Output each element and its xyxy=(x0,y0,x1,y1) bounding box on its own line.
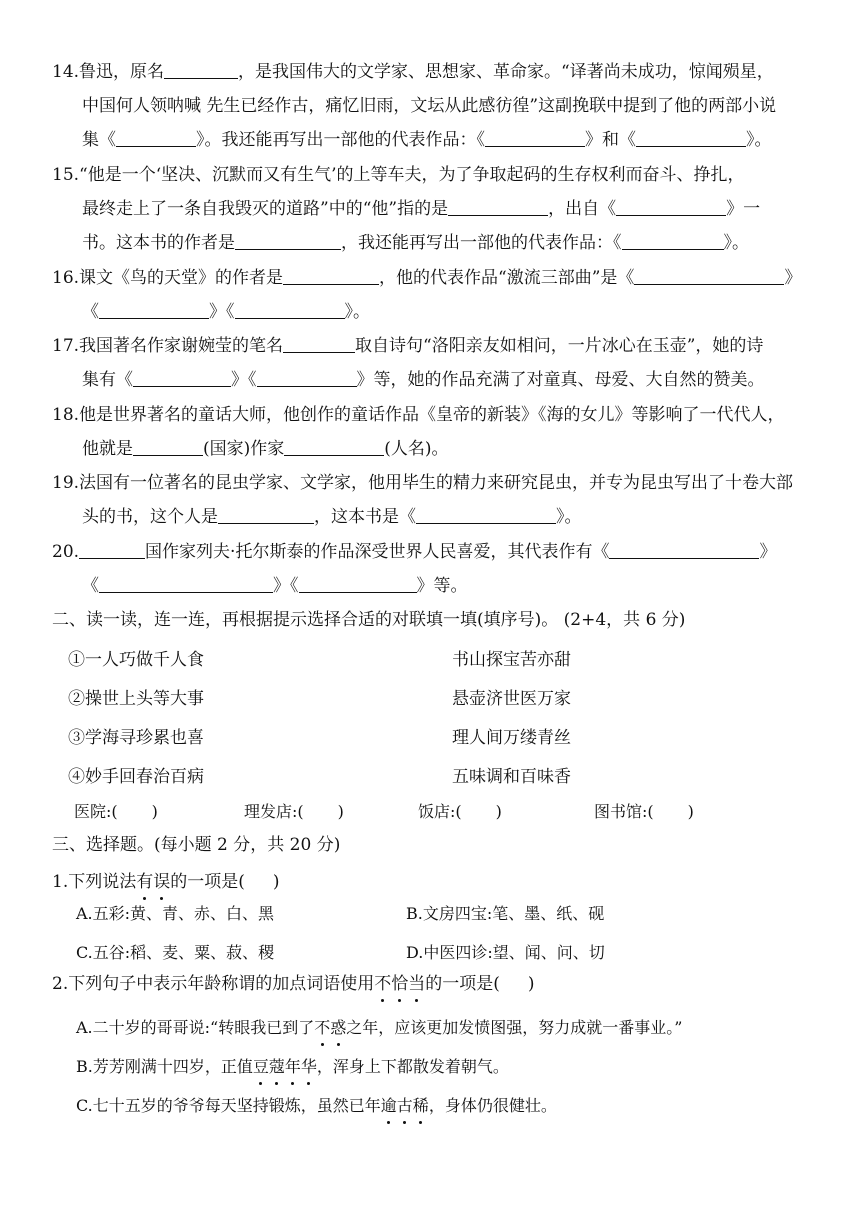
q14-line3 xyxy=(82,128,772,152)
couplet-right-4[interactable] xyxy=(452,765,571,789)
q15-line1 xyxy=(52,163,745,187)
text: 》一 xyxy=(726,199,761,219)
q20-line1 xyxy=(52,540,776,564)
couplet-right-2[interactable] xyxy=(452,687,571,711)
text: 14.鲁迅，原名 xyxy=(52,62,165,82)
q18-line2 xyxy=(82,437,449,461)
q15-line3 xyxy=(82,231,749,255)
q18-line1 xyxy=(52,403,785,427)
text: C.五谷:稻、麦、粟、菽、稷 xyxy=(76,943,275,962)
text: B.芳芳刚满十四岁，正值 xyxy=(76,1057,253,1076)
text: 》。 xyxy=(344,302,370,322)
text: 中国何人领呐喊 先生已经作古，痛忆旧雨，文坛从此感彷徨”这副挽联中提到了他的两部小说 xyxy=(82,96,777,116)
fill-library[interactable] xyxy=(594,800,694,824)
text: 》和《 xyxy=(585,130,636,150)
answer-blank[interactable] xyxy=(218,505,314,524)
text: 》 xyxy=(759,542,777,562)
text: ) xyxy=(151,802,158,821)
text: 的一项是( xyxy=(170,872,245,892)
emphasis-char: 误 xyxy=(153,872,171,892)
text: 1.下列说法 xyxy=(52,872,137,892)
emphasis-char: 当 xyxy=(408,974,426,994)
text: 2.下列句子中表示年龄称谓的加点词语使用 xyxy=(52,974,375,994)
answer-blank[interactable] xyxy=(609,540,759,559)
answer-blank[interactable] xyxy=(616,197,726,216)
text: 他就是 xyxy=(82,439,133,459)
text: (国家)作家 xyxy=(203,439,285,459)
text: 》等。 xyxy=(416,576,468,596)
couplet-left-1[interactable] xyxy=(68,648,204,672)
text: ①一人巧做千人食 xyxy=(68,650,204,670)
emphasis-char: 豆 xyxy=(253,1055,269,1079)
q17-line1 xyxy=(52,334,763,358)
text: 理发店:( xyxy=(244,802,304,821)
q16-line1 xyxy=(52,266,801,290)
q16-line2 xyxy=(82,300,370,324)
mcq2-option-a[interactable] xyxy=(76,1016,682,1040)
text: 《 xyxy=(82,576,99,596)
answer-blank[interactable] xyxy=(235,300,345,319)
text: 饭店:( xyxy=(418,802,462,821)
text: ，是我国伟大的文学家、思想家、革命家。“译著尚未成功，惊闻殒星， xyxy=(238,62,774,82)
mcq1-option-a[interactable] xyxy=(76,902,274,926)
text: 》。我还能再写出一部他的代表作品：《 xyxy=(196,130,485,150)
text: C.七十五岁的爷爷每天坚持锻炼，虽然已年 xyxy=(76,1096,381,1115)
fill-barbershop[interactable] xyxy=(244,800,344,824)
text: 书。这本书的作者是 xyxy=(82,233,235,253)
text: 悬壶济世医万家 xyxy=(452,689,571,709)
answer-blank[interactable] xyxy=(99,574,273,593)
section3-heading xyxy=(52,833,340,857)
emphasis-char: 有 xyxy=(136,872,154,892)
text: ) xyxy=(495,802,502,821)
text: ，身体仍很健壮。 xyxy=(428,1096,557,1115)
text: A.五彩:黄、青、赤、白、黑 xyxy=(76,904,275,923)
emphasis-char: 不 xyxy=(374,974,392,994)
answer-blank[interactable] xyxy=(416,505,556,524)
text: 18.他是世界著名的童话大师，他创作的童话作品《皇帝的新装》《海的女儿》等影响了一代代人， xyxy=(52,405,785,425)
emphasis-char: 蔻 xyxy=(269,1055,285,1079)
couplet-left-2[interactable] xyxy=(68,687,204,711)
mcq2-option-c[interactable] xyxy=(76,1094,557,1118)
text: ，他的代表作品“激流三部曲”是《 xyxy=(379,268,635,288)
answer-blank[interactable] xyxy=(284,437,384,456)
emphasis-char: 恰 xyxy=(391,974,409,994)
section2-heading xyxy=(52,608,685,632)
emphasis-char: 不 xyxy=(314,1016,330,1040)
text: 》《 xyxy=(273,576,299,596)
text: 》 xyxy=(784,268,802,288)
text: 集有《 xyxy=(82,370,133,390)
answer-blank[interactable] xyxy=(133,437,203,456)
text: 15.“他是一个‘坚决、沉默而又有生气’的上等车夫，为了争取起码的生存权利而奋斗、挣扎， xyxy=(52,165,745,185)
couplet-right-1[interactable] xyxy=(452,648,571,672)
mcq1-option-d[interactable] xyxy=(406,941,605,965)
text: (人名)。 xyxy=(384,439,449,459)
mcq1-option-c[interactable] xyxy=(76,941,274,965)
text: ，我还能再写出一部他的代表作品：《 xyxy=(341,233,622,253)
answer-blank[interactable] xyxy=(257,368,357,387)
emphasis-char: 年 xyxy=(285,1055,301,1079)
text: 的一项是( xyxy=(425,974,500,994)
text: A.二十岁的哥哥说:“转眼我已到了 xyxy=(76,1018,315,1037)
text: ④妙手回春治百病 xyxy=(68,767,204,787)
text: 》《 xyxy=(209,302,235,322)
answer-blank[interactable] xyxy=(116,128,196,147)
text: 17.我国著名作家谢婉莹的笔名 xyxy=(52,336,284,356)
mcq1-stem xyxy=(52,870,280,894)
text: 16.课文《鸟的天堂》的作者是 xyxy=(52,268,284,288)
text: ) xyxy=(527,974,535,994)
q19-line2 xyxy=(82,505,582,529)
text: ) xyxy=(272,872,280,892)
couplet-left-3[interactable] xyxy=(68,726,204,750)
mcq2-option-b[interactable] xyxy=(76,1055,509,1079)
text: 书山探宝苦亦甜 xyxy=(452,650,571,670)
answer-blank[interactable] xyxy=(634,266,784,285)
text: D.中医四诊:望、闻、问、切 xyxy=(406,943,605,962)
text: 二、读一读，连一连，再根据提示选择合适的对联填一填(填序号)。 (2+4，共 6 分) xyxy=(52,610,686,630)
emphasis-char: 稀 xyxy=(413,1094,429,1118)
q19-line1 xyxy=(52,471,793,495)
text: 20. xyxy=(52,542,80,562)
q17-line2 xyxy=(82,368,765,392)
text: 最终走上了一条自我毁灭的道路”中的“他”指的是 xyxy=(82,199,449,219)
text: 理人间万缕青丝 xyxy=(452,728,571,748)
text: 五味调和百味香 xyxy=(452,767,571,787)
fill-hospital[interactable] xyxy=(74,800,158,824)
couplet-right-3[interactable] xyxy=(452,726,571,750)
q14-line2 xyxy=(82,94,776,118)
text: 19.法国有一位著名的昆虫学家、文学家，他用毕生的精力来研究昆虫，并专为昆虫写出了十卷大部 xyxy=(52,473,794,493)
text: 》。 xyxy=(556,507,582,527)
answer-blank[interactable] xyxy=(485,128,585,147)
q20-line2 xyxy=(82,574,468,598)
answer-blank[interactable] xyxy=(299,574,417,593)
answer-blank[interactable] xyxy=(235,231,341,250)
answer-blank[interactable] xyxy=(636,128,746,147)
text: 集《 xyxy=(82,130,116,150)
answer-blank[interactable] xyxy=(164,60,238,79)
text: 国作家列夫·托尔斯泰的作品深受世界人民喜爱，其代表作有《 xyxy=(145,542,610,562)
answer-blank[interactable] xyxy=(283,334,355,353)
q15-line2 xyxy=(82,197,760,221)
text: 》等，她的作品充满了对童真、母爱、大自然的赞美。 xyxy=(356,370,765,390)
text: ) xyxy=(337,802,344,821)
answer-blank[interactable] xyxy=(99,300,209,319)
emphasis-char: 逾 xyxy=(381,1094,397,1118)
answer-blank[interactable] xyxy=(448,197,548,216)
text: ③学海寻珍累也喜 xyxy=(68,728,204,748)
text: ，这本书是《 xyxy=(314,507,416,527)
text: 》《 xyxy=(231,370,257,390)
emphasis-char: 华 xyxy=(301,1055,317,1079)
text: ) xyxy=(687,802,694,821)
text: 《 xyxy=(82,302,99,322)
text: 三、选择题。(每小题 2 分，共 20 分) xyxy=(52,835,341,855)
text: 取自诗句“洛阳亲友如相问，一片冰心在玉壶”，她的诗 xyxy=(355,336,764,356)
answer-blank[interactable] xyxy=(622,231,724,250)
answer-blank[interactable] xyxy=(283,266,379,285)
emphasis-char: 惑 xyxy=(330,1016,346,1040)
text: B.文房四宝:笔、墨、纸、砚 xyxy=(406,904,605,923)
emphasis-char: 古 xyxy=(397,1094,413,1118)
mcq2-stem xyxy=(52,972,535,996)
text: ，出自《 xyxy=(548,199,617,219)
couplet-left-4[interactable] xyxy=(68,765,204,789)
text: 图书馆:( xyxy=(594,802,654,821)
text: ②操世上头等大事 xyxy=(68,689,204,709)
answer-blank[interactable] xyxy=(133,368,231,387)
text: 医院:( xyxy=(74,802,118,821)
mcq1-option-b[interactable] xyxy=(406,902,604,926)
q14-line1 xyxy=(52,60,774,84)
text: ，浑身上下都散发着朝气。 xyxy=(316,1057,509,1076)
text: 》。 xyxy=(746,130,772,150)
text: 之年，应该更加发愤图强，努力成就一番事业。” xyxy=(346,1018,683,1037)
answer-blank[interactable] xyxy=(79,540,145,559)
fill-restaurant[interactable] xyxy=(418,800,502,824)
text: 头的书，这个人是 xyxy=(82,507,218,527)
text: 》。 xyxy=(723,233,749,253)
